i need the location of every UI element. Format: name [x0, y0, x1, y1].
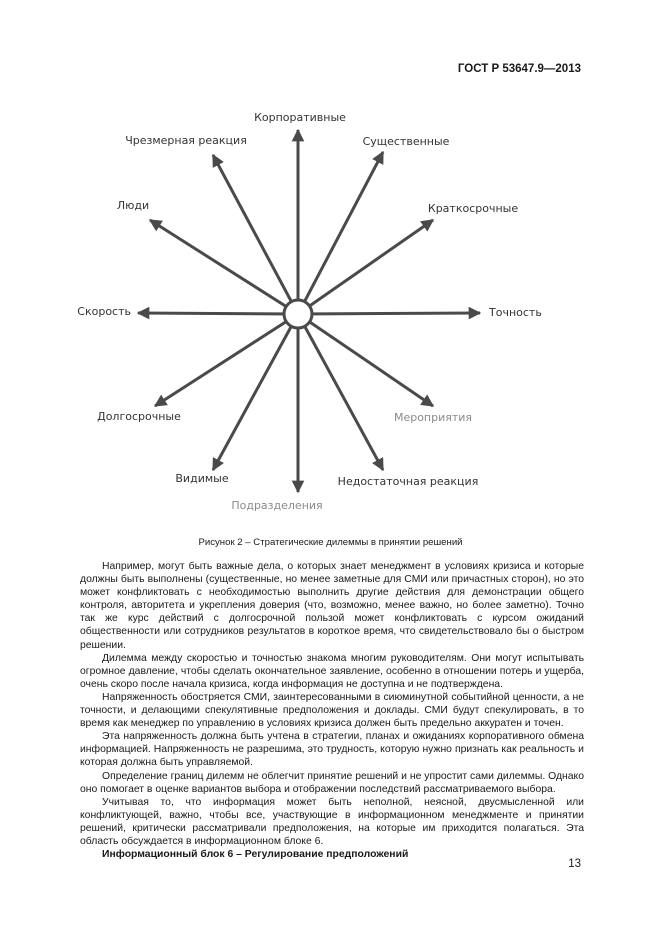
figure-caption: Рисунок 2 – Стратегические дилеммы в принятии решений — [198, 537, 463, 548]
paragraph: Учитывая то, что информация может быть неполной, неясной, двусмысленной или конфликтующей, важно, чтобы все, участвующие в информационном менеджменте и принятии решений, критически рассматривали предположения, на которые им приходится полагаться. Эта область обсуждается в информационном блоке 6. — [80, 796, 584, 847]
label-excessive: Чрезмерная реакция — [125, 134, 247, 147]
arrow-6 — [298, 314, 383, 470]
paragraph: Например, могут быть важные дела, о которых знает менеджмент в условиях кризиса и которые должны быть выполнены (существенные, но менее заметные для СМИ или причастных сторон), но это может конфликтовать с необходимостью выполнить другие действия для демонстрации общего контроля, авторитета и укрепления доверия (что, возможно, менее важно, но более заметно). Точно так же курс действий с долгосрочной пользой может конфликтовать с курсом ожиданий общественности или сотрудников результатов в короткое время, что свидетельствовало бы о быстром решении. — [80, 561, 584, 651]
arrow-9 — [155, 314, 298, 406]
label-divisions: Подразделения — [231, 499, 323, 512]
arrow-5 — [298, 314, 433, 406]
body-text — [80, 560, 584, 861]
arrow-8 — [213, 314, 298, 470]
label-visible: Видимые — [175, 472, 229, 485]
paragraph: Определение границ дилемм не облегчит принятие решений и не упростит сами дилеммы. Однако оно помогает в оценке вариантов выбора и отображении последствий рассматриваемого выбора. — [80, 770, 584, 795]
arrow-10 — [138, 313, 298, 314]
standard-header: ГОСТ Р 53647.9—2013 — [457, 63, 581, 75]
label-events: Мероприятия — [393, 411, 473, 424]
arrow-11 — [150, 220, 298, 314]
paragraph: Напряженность обостряется СМИ, заинтересованными в сиюминутной событийной ценности, а не точности, и делающими спекулятивные предположения и доклады. СМИ будут спекулировать, в то время как менеджер по управлению в условиях кризиса должен быть предельно аккуратен и точен. — [80, 691, 584, 730]
label-corporate: Корпоративные — [254, 111, 346, 124]
label-longterm: Долгосрочные — [97, 410, 181, 423]
page-number: 13 — [568, 858, 581, 870]
arrow-3 — [298, 220, 433, 314]
label-shortterm: Краткосрочные — [427, 202, 519, 215]
arrow-4 — [298, 313, 480, 314]
center-circle — [284, 300, 312, 328]
label-accuracy: Точность — [489, 306, 542, 319]
label-people: Люди — [116, 199, 150, 212]
label-essential: Существенные — [362, 135, 450, 148]
label-insufficient: Недостаточная реакция — [337, 475, 479, 488]
arrow-12 — [213, 155, 298, 314]
info-block-heading: Информационный блок 6 – Регулирование предположений — [102, 849, 409, 861]
arrow-2 — [298, 152, 383, 314]
label-speed: Скорость — [77, 305, 131, 318]
paragraph: Эта напряженность должна быть учтена в стратегии, планах и ожиданиях корпоративного обмена информацией. Напряженность не разрешима, это трудность, которую нужно признать как реальность и которая должна быть управляемой. — [80, 731, 584, 769]
paragraph: Дилемма между скоростью и точностью знакома многим руководителям. Они могут испытывать огромное давление, чтобы сделать окончательное заявление, особенно в отношении потерь и ущерба, очень скоро после начала кризиса, когда информация не доступна и не подтверждена. — [80, 652, 584, 690]
strategic-dilemmas-diagram — [0, 100, 661, 525]
